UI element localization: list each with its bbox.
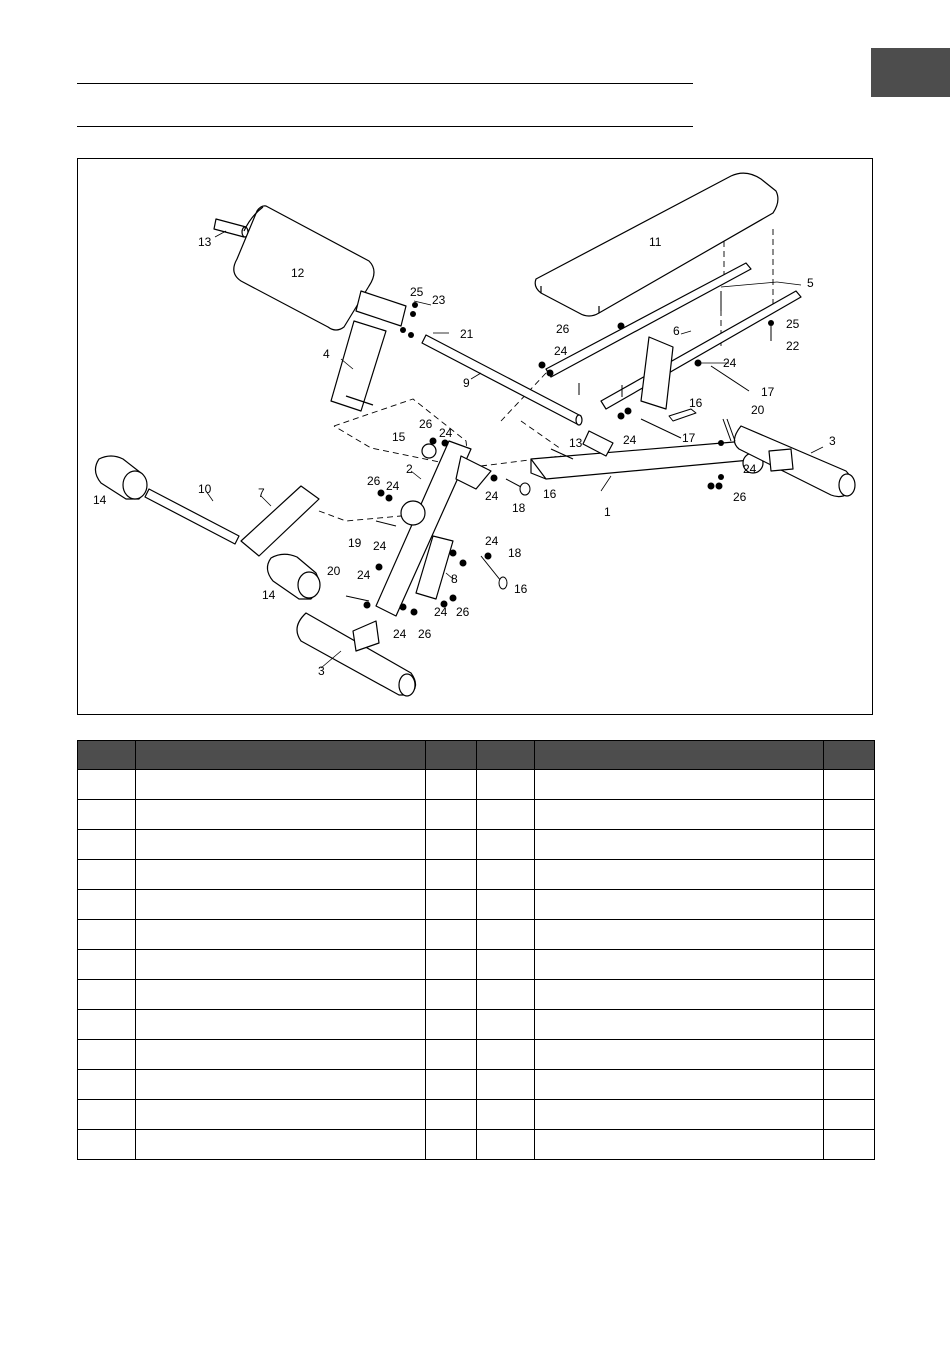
callout-18: 18 [508,546,522,560]
table-row [78,1040,875,1070]
table-cell [78,920,136,950]
callout-26: 26 [419,417,433,431]
callout-24: 24 [623,433,637,447]
table-cell [477,1040,535,1070]
callout-3: 3 [829,434,836,448]
table-cell [426,980,477,1010]
callout-26: 26 [733,490,747,504]
parts-table-body [78,770,875,1160]
exploded-diagram [77,158,873,715]
table-cell [477,1010,535,1040]
table-cell [535,980,824,1010]
table-cell [535,860,824,890]
parts-list-table [77,740,875,1160]
table-cell [824,1040,875,1070]
table-cell [136,890,426,920]
table-cell [824,890,875,920]
callout-5: 5 [807,276,814,290]
header-cell [426,741,477,770]
table-cell [535,890,824,920]
table-cell [824,770,875,800]
table-cell [824,800,875,830]
table-cell [136,1070,426,1100]
table-cell [426,860,477,890]
section-tab [871,48,950,97]
callout-23: 23 [432,293,446,307]
table-row [78,980,875,1010]
table-row [78,770,875,800]
table-cell [426,950,477,980]
table-cell [78,1070,136,1100]
table-cell [136,950,426,980]
table-cell [136,920,426,950]
callout-24: 24 [393,627,407,641]
table-cell [824,1070,875,1100]
table-cell [824,830,875,860]
table-cell [535,830,824,860]
callout-25: 25 [786,317,800,331]
callout-11: 11 [649,235,662,249]
table-cell [824,980,875,1010]
table-cell [535,920,824,950]
table-cell [535,1070,824,1100]
callout-12: 12 [291,266,305,280]
callout-17: 17 [682,431,696,445]
header-rule-top [77,83,693,84]
table-cell [477,950,535,980]
table-row [78,830,875,860]
table-cell [136,830,426,860]
table-row [78,800,875,830]
table-cell [426,920,477,950]
header-cell [136,741,426,770]
table-row [78,1100,875,1130]
table-cell [477,920,535,950]
table-cell [824,950,875,980]
table-cell [426,830,477,860]
callout-16: 16 [689,396,703,410]
table-cell [535,800,824,830]
callout-24: 24 [485,534,499,548]
parts-table-header [78,741,875,770]
callout-26: 26 [367,474,381,488]
callout-7: 7 [258,486,265,500]
callout-15: 15 [392,430,406,444]
table-cell [78,770,136,800]
table-row [78,1070,875,1100]
header-rule-bottom [77,126,693,127]
table-cell [136,860,426,890]
table-cell [824,1010,875,1040]
table-cell [426,1040,477,1070]
callout-26: 26 [418,627,432,641]
table-cell [78,860,136,890]
diagram-drawing [78,159,874,716]
callout-25: 25 [410,285,424,299]
table-cell [426,770,477,800]
header-cell [477,741,535,770]
callout-26: 26 [456,605,470,619]
table-cell [824,920,875,950]
callout-24: 24 [373,539,387,553]
callout-14: 14 [262,588,276,602]
table-cell [78,1010,136,1040]
table-cell [78,830,136,860]
table-cell [824,1100,875,1130]
callout-24: 24 [386,479,400,493]
table-cell [136,1010,426,1040]
table-cell [824,1130,875,1160]
callout-17: 17 [761,385,775,399]
table-cell [535,1130,824,1160]
table-cell [426,1010,477,1040]
callout-10: 10 [198,482,212,496]
table-cell [477,980,535,1010]
callout-24: 24 [723,356,737,370]
callout-9: 9 [463,376,470,390]
table-cell [136,1130,426,1160]
header-row [78,741,875,770]
table-cell [136,980,426,1010]
callout-13: 13 [569,436,583,450]
callout-24: 24 [439,426,453,440]
callout-2: 2 [406,462,413,476]
callout-21: 21 [460,327,474,341]
table-cell [78,1130,136,1160]
table-cell [426,1100,477,1130]
table-cell [535,950,824,980]
header-cell [535,741,824,770]
table-cell [535,1040,824,1070]
table-row [78,860,875,890]
table-cell [78,800,136,830]
callout-22: 22 [786,339,800,353]
table-cell [426,800,477,830]
callout-4: 4 [323,347,330,361]
table-cell [477,890,535,920]
table-cell [477,830,535,860]
callout-14: 14 [93,493,107,507]
callout-13: 13 [198,235,212,249]
table-cell [477,1070,535,1100]
callout-24: 24 [434,605,448,619]
table-cell [477,1100,535,1130]
table-row [78,1130,875,1160]
table-row [78,1010,875,1040]
table-cell [426,1130,477,1160]
table-cell [78,1100,136,1130]
table-cell [477,1130,535,1160]
table-cell [426,1070,477,1100]
table-cell [824,860,875,890]
callout-3: 3 [318,664,325,678]
table-cell [136,770,426,800]
table-cell [477,770,535,800]
table-cell [426,890,477,920]
callout-24: 24 [743,462,757,476]
table-row [78,920,875,950]
callout-18: 18 [512,501,526,515]
callout-24: 24 [485,489,499,503]
table-row [78,890,875,920]
table-cell [78,980,136,1010]
table-cell [78,1040,136,1070]
table-cell [136,1100,426,1130]
callout-16: 16 [543,487,557,501]
callout-19: 19 [348,536,362,550]
callout-20: 20 [327,564,341,578]
table-cell [535,770,824,800]
callout-24: 24 [554,344,568,358]
callout-16: 16 [514,582,528,596]
table-cell [78,950,136,980]
table-cell [535,1010,824,1040]
table-cell [477,800,535,830]
table-cell [136,1040,426,1070]
callout-26: 26 [556,322,570,336]
callout-20: 20 [751,403,765,417]
table-cell [535,1100,824,1130]
callout-24: 24 [357,568,371,582]
callout-6: 6 [673,324,680,338]
table-cell [477,860,535,890]
callout-8: 8 [451,572,458,586]
table-cell [78,890,136,920]
header-cell [78,741,136,770]
table-row [78,950,875,980]
callout-1: 1 [604,505,611,519]
table-cell [136,800,426,830]
header-cell [824,741,875,770]
